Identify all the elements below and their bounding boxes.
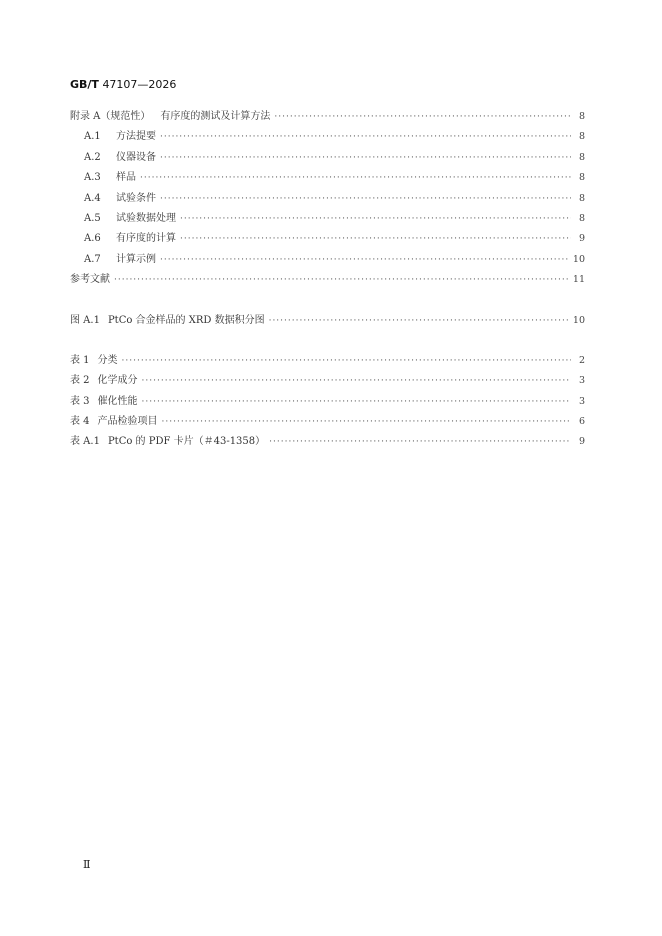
- toc-entry-a1[interactable]: [70, 127, 585, 147]
- toc-entry-a2[interactable]: [70, 148, 585, 168]
- toc-entry-number: 表 1: [70, 354, 90, 366]
- toc-entry-title: PtCo 合金样品的 XRD 数据积分图: [107, 314, 265, 326]
- standard-prefix: GB/T: [70, 78, 99, 91]
- toc-entry-page: 9: [578, 233, 585, 245]
- toc-entry-number: A.1: [84, 131, 101, 143]
- toc-entry-title: 催化性能: [97, 395, 138, 407]
- section-gap: [70, 291, 585, 311]
- toc-entry-label: 附录 A（规范性）: [70, 111, 151, 122]
- document-header: [70, 78, 176, 91]
- toc-leader: [160, 189, 571, 209]
- toc-entry-table-4[interactable]: [70, 412, 585, 432]
- toc-entry-table-a1[interactable]: [70, 432, 585, 452]
- toc-leader: [162, 412, 571, 432]
- toc-entry-a4[interactable]: [70, 189, 585, 209]
- toc-entry-number: A.2: [84, 151, 101, 163]
- toc-entry-title: 试验条件: [116, 192, 156, 204]
- toc-entry-a3[interactable]: [70, 168, 585, 188]
- toc-entry-page: 11: [572, 274, 585, 286]
- toc-entry-page: 10: [572, 314, 585, 326]
- toc-leader: [269, 432, 571, 452]
- toc-entry-page: 8: [578, 192, 585, 204]
- section-gap: [70, 331, 585, 351]
- toc-entry-page: 8: [578, 151, 585, 163]
- toc-entry-references[interactable]: [70, 270, 585, 290]
- standard-number: 47107—2026: [102, 78, 177, 91]
- toc-leader: [180, 229, 571, 249]
- toc-entry-table-2[interactable]: [70, 371, 585, 391]
- toc-entry-number: 表 A.1: [70, 436, 100, 448]
- toc-leader: [160, 250, 569, 270]
- toc-entry-title: 计算示例: [116, 253, 156, 265]
- toc-entry-page: 9: [578, 436, 585, 448]
- toc-entry-table-1[interactable]: [70, 351, 585, 371]
- toc-entry-page: 3: [578, 395, 585, 407]
- toc-leader: [122, 351, 571, 371]
- toc-entry-a6[interactable]: [70, 229, 585, 249]
- toc-entry-page: 8: [578, 131, 585, 143]
- toc-leader: [274, 107, 571, 127]
- toc-entry-page: 10: [572, 253, 585, 265]
- toc-entry-title: 分类: [97, 354, 118, 366]
- toc-entry-page: 6: [578, 416, 585, 428]
- toc-entry-title: 化学成分: [97, 375, 138, 387]
- toc-entry-page: 2: [578, 354, 585, 366]
- toc-entry-page: 3: [578, 375, 585, 387]
- toc-entry-figure-a1[interactable]: [70, 311, 585, 331]
- toc-leader: [160, 148, 571, 168]
- toc-entry-number: 表 2: [70, 375, 90, 387]
- page-number-footer: Ⅱ: [83, 858, 91, 871]
- toc-entry-annex-a[interactable]: [70, 107, 585, 127]
- toc-leader: [269, 311, 569, 331]
- toc-entry-title: 参考文献: [70, 274, 110, 286]
- toc-leader: [180, 209, 571, 229]
- toc-entry-title: 试验数据处理: [116, 212, 176, 224]
- toc-entry-a7[interactable]: [70, 250, 585, 270]
- toc-entry-number: A.7: [84, 253, 101, 265]
- toc-leader: [160, 127, 571, 147]
- toc-entry-title: 有序度的计算: [116, 233, 176, 245]
- toc-entry-page: 8: [578, 212, 585, 224]
- toc-entry-number: 表 3: [70, 395, 90, 407]
- toc-entry-page: 8: [578, 172, 585, 184]
- toc-leader: [140, 168, 571, 188]
- toc-entry-title: 方法提要: [116, 131, 156, 143]
- toc-entry-title: PtCo 的 PDF 卡片（＃43-1358）: [107, 436, 266, 448]
- toc-entry-page: 8: [578, 111, 585, 122]
- toc-entry-number: A.6: [84, 233, 101, 245]
- toc-entry-title: 产品检验项目: [97, 416, 158, 428]
- toc-entry-title: 仪器设备: [116, 151, 156, 163]
- table-of-contents: [70, 107, 585, 453]
- toc-entry-number: 图 A.1: [70, 314, 100, 326]
- toc-entry-table-3[interactable]: [70, 392, 585, 412]
- toc-entry-number: A.3: [84, 172, 101, 184]
- toc-entry-number: 表 4: [70, 416, 90, 428]
- toc-entry-a5[interactable]: [70, 209, 585, 229]
- toc-entry-title: 样品: [116, 172, 136, 184]
- toc-entry-title: 有序度的测试及计算方法: [160, 111, 271, 122]
- toc-entry-number: A.4: [84, 192, 101, 204]
- toc-leader: [142, 371, 571, 391]
- toc-leader: [142, 392, 571, 412]
- toc-leader: [114, 270, 569, 290]
- toc-entry-number: A.5: [84, 212, 101, 224]
